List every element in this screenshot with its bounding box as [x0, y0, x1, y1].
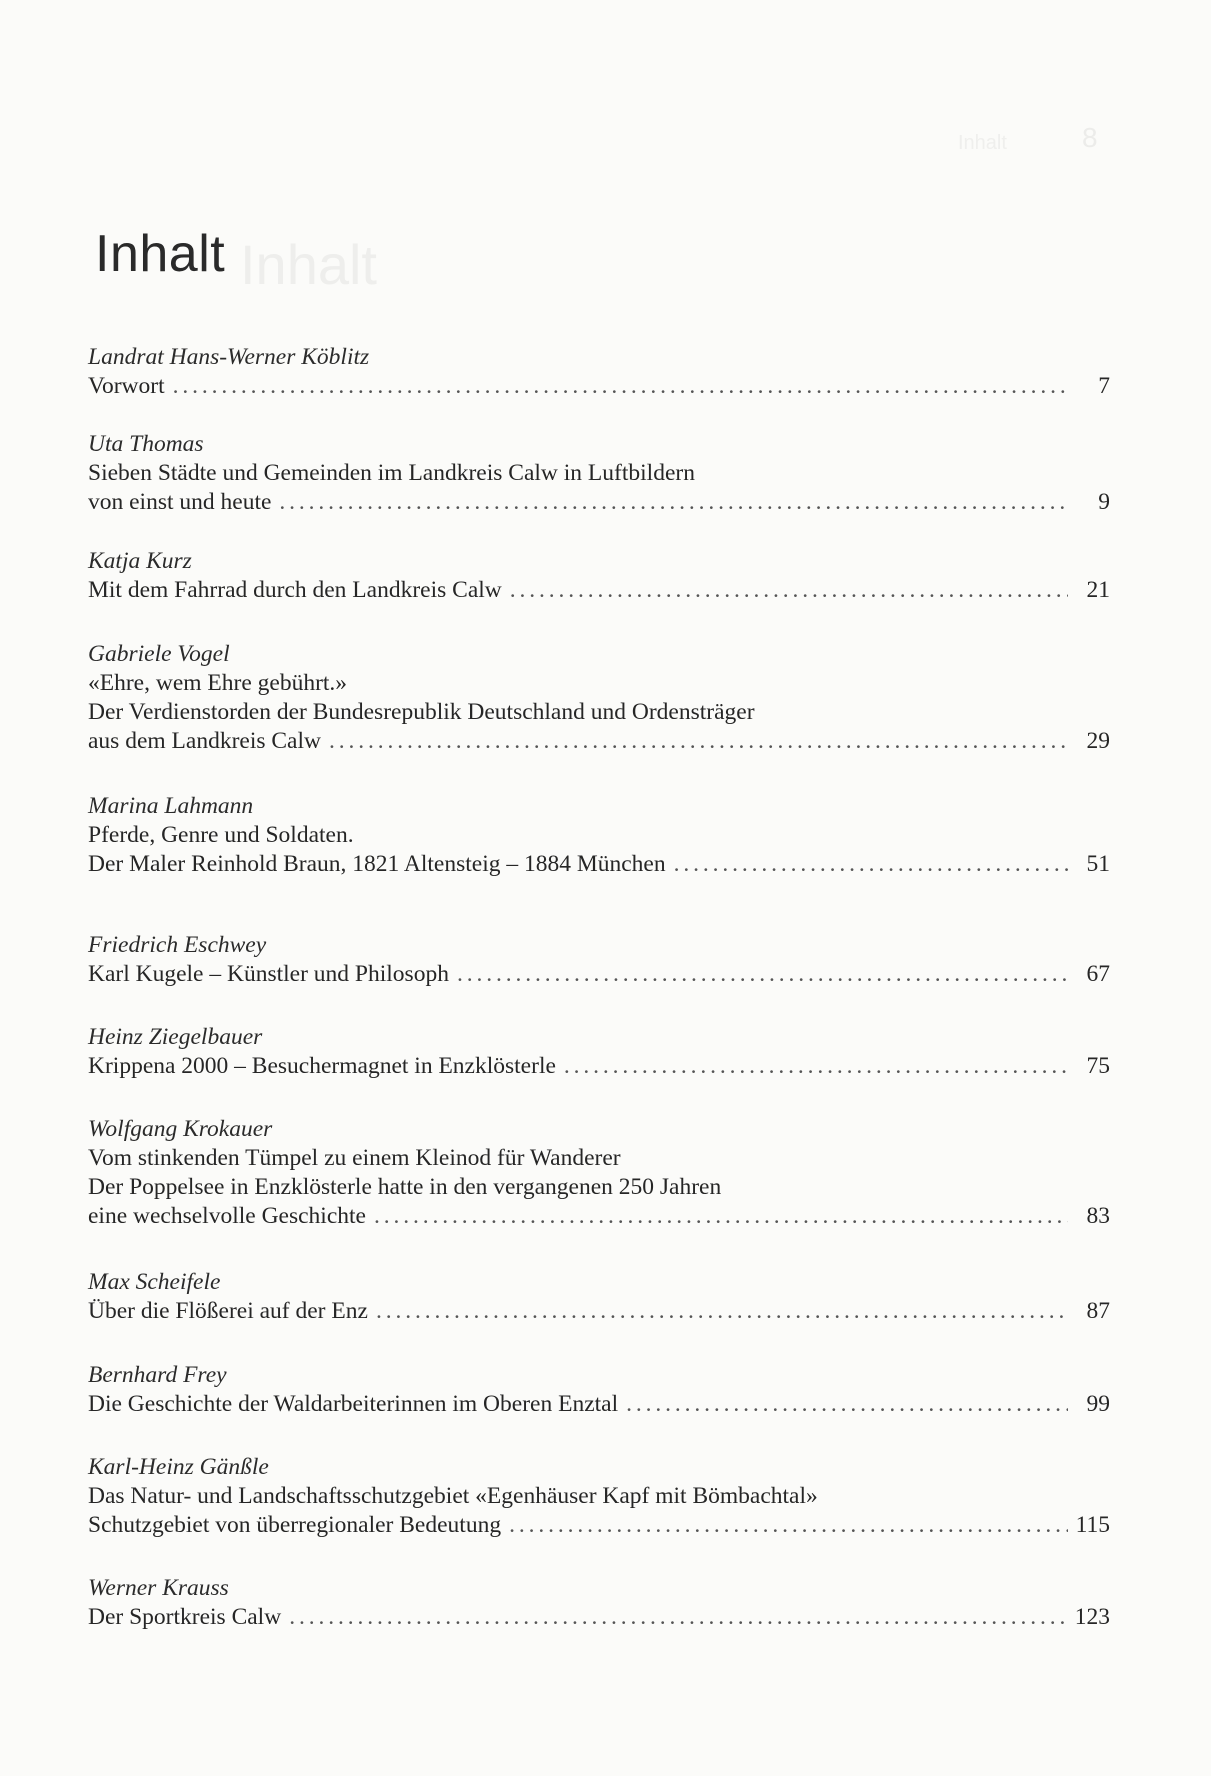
entry-title: Sieben Städte und Gemeinden im Landkreis Calw in Luftbildern [88, 460, 695, 486]
entry-author: Max Scheifele [88, 1269, 221, 1295]
leader-dots [564, 1052, 1068, 1081]
entry-title: von einst und heute [88, 489, 272, 515]
entry-title: Krippena 2000 – Besuchermagnet in Enzklösterle [88, 1053, 556, 1079]
entry-title-line [88, 1390, 1110, 1419]
entry-author: Gabriele Vogel [88, 641, 230, 667]
entry-page-number: 9 [1098, 489, 1110, 515]
bleed-through-heading-small: Inhalt [958, 132, 1007, 154]
entry-title-line [88, 850, 1110, 879]
leader-dots [173, 372, 1068, 401]
entry-title: Karl Kugele – Künstler und Philosoph [88, 961, 449, 987]
entry-title-line [88, 1511, 1110, 1540]
entry-title: Schutzgebiet von überregionaler Bedeutung [88, 1512, 502, 1538]
entry-title-line [88, 1297, 1110, 1326]
bleed-through-page-number: 8 [1082, 122, 1098, 153]
toc-entry [88, 1361, 1110, 1419]
entry-title-line [88, 1603, 1110, 1632]
leader-dots [279, 488, 1068, 517]
leader-dots [457, 960, 1068, 989]
toc-entry [88, 547, 1110, 605]
toc-entry [88, 1115, 1110, 1231]
entry-author: Uta Thomas [88, 431, 204, 457]
leader-dots [374, 1202, 1068, 1231]
toc-entry [88, 343, 1110, 401]
entry-author: Marina Lahmann [88, 793, 254, 819]
entry-page-number: 75 [1086, 1053, 1110, 1079]
entry-author: Werner Krauss [88, 1575, 229, 1601]
entry-title: «Ehre, wem Ehre gebührt.» [88, 670, 348, 696]
entry-title-line [88, 727, 1110, 756]
entry-title: Der Poppelsee in Enzklösterle hatte in den vergangenen 250 Jahren [88, 1174, 722, 1200]
entry-title: Pferde, Genre und Soldaten. [88, 822, 354, 848]
entry-title: eine wechselvolle Geschichte [88, 1203, 366, 1229]
entry-title-line [88, 1052, 1110, 1081]
entry-title: aus dem Landkreis Calw [88, 728, 321, 754]
entry-page-number: 83 [1086, 1203, 1110, 1229]
entry-title-line [88, 1202, 1110, 1231]
entry-title: Der Maler Reinhold Braun, 1821 Altensteig – 1884 München [88, 851, 666, 877]
entry-page-number: 115 [1075, 1512, 1110, 1538]
entry-author: Karl-Heinz Gänßle [88, 1454, 269, 1480]
leader-dots [509, 1511, 1068, 1540]
entry-page-number: 21 [1086, 577, 1110, 603]
page-title: Inhalt [95, 225, 226, 283]
leader-dots [376, 1297, 1068, 1326]
entry-title: Der Verdienstorden der Bundesrepublik Deutschland und Ordensträger [88, 699, 755, 725]
toc-entry [88, 1268, 1110, 1326]
toc-entry [88, 1023, 1110, 1081]
entry-title: Die Geschichte der Waldarbeiterinnen im Oberen Enztal [88, 1391, 619, 1417]
entry-page-number: 29 [1086, 728, 1110, 754]
toc-entry [88, 792, 1110, 879]
entry-title-line [88, 372, 1110, 401]
entry-author: Katja Kurz [88, 548, 192, 574]
entry-title-line [88, 488, 1110, 517]
leader-dots [329, 727, 1068, 756]
entry-page-number: 67 [1086, 961, 1110, 987]
bleed-through-heading: Inhalt [240, 233, 377, 296]
entry-title: Vom stinkenden Tümpel zu einem Kleinod für Wanderer [88, 1145, 621, 1171]
entry-title: Mit dem Fahrrad durch den Landkreis Calw [88, 577, 502, 603]
toc-entry [88, 1574, 1110, 1632]
leader-dots [510, 576, 1068, 605]
toc-entry [88, 430, 1110, 517]
entry-title-line [88, 576, 1110, 605]
entry-title: Der Sportkreis Calw [88, 1604, 282, 1630]
toc-entry [88, 931, 1110, 989]
leader-dots [626, 1390, 1068, 1419]
entry-title-line [88, 960, 1110, 989]
leader-dots [674, 850, 1068, 879]
entry-author: Wolfgang Krokauer [88, 1116, 273, 1142]
entry-author: Bernhard Frey [88, 1362, 227, 1388]
toc-entry [88, 640, 1110, 756]
entry-title: Über die Flößerei auf der Enz [88, 1298, 368, 1324]
entry-title: Vorwort [88, 373, 165, 399]
entry-author: Landrat Hans-Werner Köblitz [88, 344, 370, 370]
entry-page-number: 7 [1098, 373, 1110, 399]
entry-author: Heinz Ziegelbauer [88, 1024, 263, 1050]
entry-page-number: 87 [1086, 1298, 1110, 1324]
entry-author: Friedrich Eschwey [88, 932, 267, 958]
entry-page-number: 99 [1086, 1391, 1110, 1417]
toc-entry [88, 1453, 1110, 1540]
entry-title: Das Natur- und Landschaftsschutzgebiet «Egenhäuser Kapf mit Bömbachtal» [88, 1483, 818, 1509]
entry-page-number: 123 [1074, 1604, 1110, 1630]
leader-dots [289, 1603, 1067, 1632]
entry-page-number: 51 [1086, 851, 1110, 877]
